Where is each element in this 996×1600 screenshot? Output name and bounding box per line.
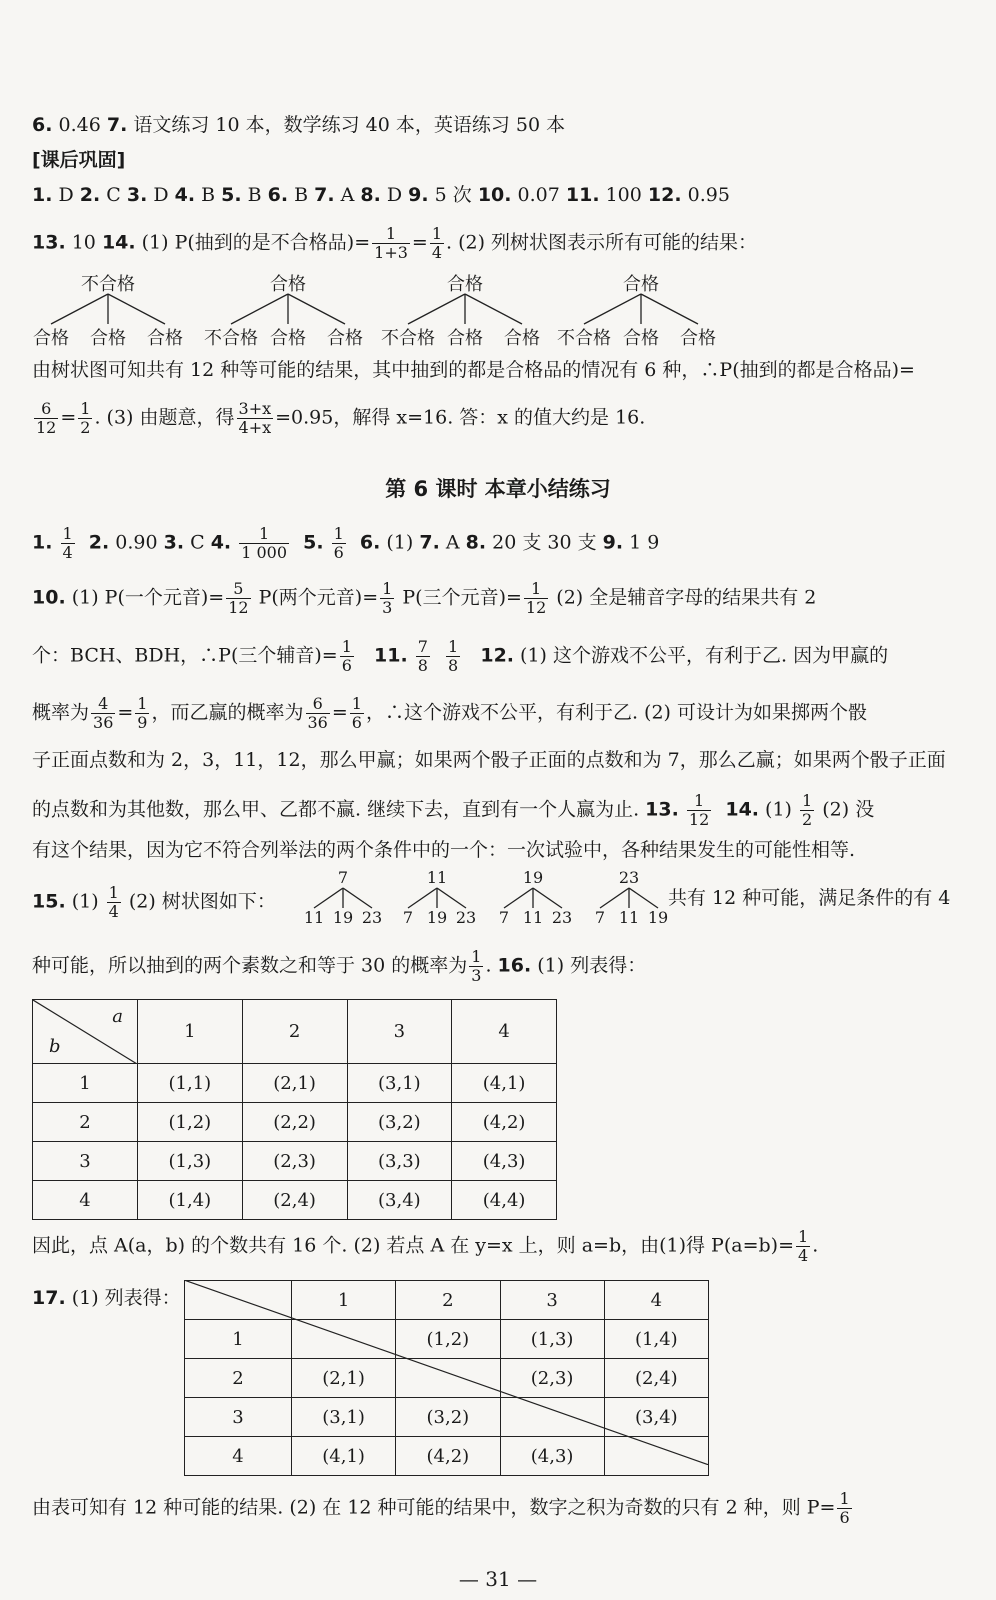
q-num: 11.	[565, 184, 600, 206]
row-label: 3	[185, 1398, 292, 1437]
table-cell: (1,4)	[138, 1181, 243, 1220]
q-num: 12.	[480, 644, 515, 667]
tree-leaf-node: 合格	[327, 328, 363, 349]
answer-text: C	[100, 184, 127, 206]
fraction	[687, 792, 711, 829]
table-ab-pairs	[32, 999, 557, 1220]
denominator: 8	[448, 656, 459, 675]
q-num: 14.	[101, 231, 136, 254]
q-num: 3.	[163, 531, 185, 554]
header-cell: 3	[347, 1000, 452, 1064]
header-cell: 2	[396, 1281, 500, 1320]
denominator: 4+x	[238, 418, 272, 437]
numerator: 1	[839, 1489, 850, 1508]
tree-leaf-node: 合格	[623, 328, 659, 349]
q-num: 5.	[303, 531, 324, 554]
numerator: 1	[798, 1227, 809, 1246]
q-num: 16.	[497, 954, 532, 977]
q-num: 10.	[477, 184, 512, 206]
fraction	[837, 1490, 851, 1527]
tree-branch	[465, 294, 522, 324]
answer-line-13-14	[32, 225, 976, 262]
denominator: 4	[62, 543, 73, 562]
answer-text: D	[147, 184, 175, 206]
answer-line-10	[32, 580, 976, 617]
tree-leaf-node: 11	[522, 908, 544, 927]
answer-text: (2) 没	[816, 798, 875, 821]
fraction	[372, 225, 410, 262]
fraction	[91, 695, 115, 732]
tree-root-node: 合格	[270, 274, 306, 295]
q-num: 1.	[32, 184, 53, 206]
answer-text: =	[331, 701, 348, 724]
q-num: 13.	[645, 798, 679, 821]
table-cell: (3,4)	[604, 1398, 708, 1437]
numerator: 1	[341, 637, 352, 656]
page-number: — 31 —	[458, 1567, 538, 1591]
numerator: 4	[91, 695, 115, 714]
header-cell: 2	[242, 1000, 347, 1064]
denominator: 12	[688, 810, 710, 829]
numerator: 1	[62, 524, 73, 543]
answer-text: 因此，点 A(a，b) 的个数共有 16 个. (2) 若点 A 在 y=x 上，则 a=b，由(1)得 P(a=b)=	[32, 1234, 794, 1257]
tree-branch	[533, 888, 562, 908]
table-cell: (4,1)	[452, 1064, 557, 1103]
answer-text: (1) 列表得：	[531, 954, 647, 977]
tree-leaf-node: 不合格	[204, 328, 258, 349]
table-cell: (1,3)	[138, 1142, 243, 1181]
answer-text: B	[241, 184, 268, 206]
header-cell: 4	[452, 1000, 557, 1064]
tree-leaf-node: 11	[618, 908, 640, 927]
answer-text: (2) 全是辅音字母的结果共有 2	[550, 586, 817, 609]
answer-text: (1) P(一个元音)=	[65, 586, 225, 609]
answer-line-17-cont	[32, 1490, 976, 1527]
table-cell: (2,2)	[242, 1103, 347, 1142]
answer-text: . (2) 列树状图表示所有可能的结果：	[446, 231, 758, 254]
tree-leaf-node: 合格	[447, 328, 483, 349]
tree-branch	[51, 294, 108, 324]
table-cell: (3,1)	[292, 1398, 396, 1437]
tree-branch	[437, 888, 466, 908]
row-label: 1	[33, 1064, 138, 1103]
tree-branch	[408, 888, 437, 908]
answer-text: 100	[599, 184, 648, 206]
tree-leaf-node: 19	[647, 908, 669, 927]
header-cell: 1	[292, 1281, 396, 1320]
row-label: 1	[185, 1320, 292, 1359]
q-num: 2.	[88, 531, 110, 554]
q-num: 7.	[106, 114, 128, 136]
answer-text: (1)	[380, 531, 420, 554]
answer-text: =	[60, 406, 77, 429]
tree-branch	[314, 888, 343, 908]
answer-text: 0.90	[109, 531, 164, 554]
numerator: 1	[108, 883, 119, 902]
denominator: 2	[80, 418, 91, 437]
table2-diagonal	[184, 1280, 709, 1465]
numerator: 1	[524, 580, 548, 599]
numerator: 5	[226, 580, 250, 599]
table-cell: (1,1)	[138, 1064, 243, 1103]
denominator: 3	[382, 598, 393, 617]
answer-text: 0.07	[511, 184, 566, 206]
numerator: 6	[306, 695, 330, 714]
tree-root-node: 11	[426, 868, 448, 887]
numerator: 1	[448, 637, 459, 656]
denominator: 2	[802, 810, 813, 829]
table-cell: (3,2)	[347, 1103, 452, 1142]
row-label: 2	[185, 1359, 292, 1398]
tree-leaf-node: 合格	[680, 328, 716, 349]
table-cell: (2,3)	[242, 1142, 347, 1181]
q-num: 5.	[221, 184, 242, 206]
row-label: 4	[185, 1437, 292, 1476]
tree-conclusion: 由树状图可知共有 12 种等可能的结果，其中抽到的都是合格品的情况有 6 种，∴P(抽到的都是合格品)=	[32, 359, 915, 381]
tree-leaf-node: 合格	[90, 328, 126, 349]
q-num: 8.	[360, 184, 381, 206]
header-cell: 4	[604, 1281, 708, 1320]
answer-text: P(两个元音)=	[252, 586, 379, 609]
numerator: 7	[417, 637, 428, 656]
table-cell: (3,2)	[396, 1398, 500, 1437]
numerator: 1	[431, 224, 443, 243]
denominator: 4	[108, 902, 119, 921]
denominator: 6	[839, 1508, 850, 1527]
table-cell: (4,3)	[500, 1437, 604, 1476]
answer-text: 20 支 30 支	[486, 531, 603, 554]
row-label: 2	[33, 1103, 138, 1142]
answer-text: 5 次	[428, 184, 478, 206]
row-label: 4	[33, 1181, 138, 1220]
fraction	[469, 948, 483, 985]
numerator: 1	[239, 525, 289, 544]
corner-label-b: b	[49, 1036, 61, 1057]
tree-leaf-node: 23	[361, 908, 383, 927]
answer-text: =	[117, 701, 134, 724]
lesson-title: 第 6 课时 本章小结练习	[385, 477, 611, 501]
answer-text: ，∴这个游戏不公平，有利于乙. (2) 可设计为如果掷两个骰	[365, 701, 868, 724]
answer-text: 语文练习 10 本，数学练习 40 本，英语练习 50 本	[127, 114, 566, 136]
denominator: 9	[137, 713, 148, 732]
q-num: 8.	[465, 531, 487, 554]
answer-line-1-9	[32, 525, 976, 562]
denominator: 36	[307, 713, 328, 732]
table-cell: (2,4)	[604, 1359, 708, 1398]
table-cell: (4,2)	[452, 1103, 557, 1142]
table-cell: (1,2)	[396, 1320, 500, 1359]
table-row	[33, 1181, 557, 1220]
tree-branch	[641, 294, 698, 324]
fraction	[380, 580, 394, 617]
numerator: 6	[34, 400, 58, 419]
answer-text: (1)	[759, 798, 799, 821]
q-num: 4.	[174, 184, 196, 206]
q-num: 17.	[32, 1287, 66, 1309]
answer-text: B	[288, 184, 315, 206]
answer-text: A	[439, 531, 466, 554]
table-cell: (3,3)	[347, 1142, 452, 1181]
table-row	[33, 1103, 557, 1142]
answer-line-16-cont	[32, 1228, 976, 1265]
answer-text: (1)	[65, 890, 105, 913]
table-cell: (3,4)	[347, 1181, 452, 1220]
q-num: 6.	[32, 114, 53, 136]
answer-text: C	[184, 531, 211, 554]
table-cell: (3,1)	[347, 1064, 452, 1103]
numerator: 1	[137, 694, 148, 713]
numerator: 1	[372, 225, 410, 244]
numerator: 3+x	[238, 399, 272, 418]
numerator: 1	[687, 792, 711, 811]
header-cell: 1	[138, 1000, 243, 1064]
tree-leaf-node: 不合格	[557, 328, 611, 349]
tree-branch	[408, 294, 465, 324]
answer-line-14-cont: 有这个结果，因为它不符合列举法的两个条件中的一个：一次试验中，各种结果发生的可能性相等.	[32, 839, 856, 861]
answer-text: A	[334, 184, 361, 206]
numerator: 1	[382, 579, 393, 598]
q-num: 3.	[126, 184, 148, 206]
tree-leaf-node: 23	[551, 908, 573, 927]
answer-line-13-14b	[32, 792, 976, 829]
tree-leaf-node: 7	[402, 908, 414, 927]
denominator: 12	[525, 598, 547, 617]
denominator: 8	[417, 656, 428, 675]
numerator: 1	[80, 399, 91, 418]
fraction	[78, 400, 92, 437]
fraction	[34, 400, 58, 437]
answer-text: 个：BCH、BDH，∴P(三个辅音)=	[32, 644, 338, 667]
answer-line-12-cont2: 子正面点数和为 2，3，11，12，那么甲赢；如果两个骰子正面的点数和为 7，那么乙赢；如果两个骰子正面	[32, 749, 946, 771]
table-cell: (4,4)	[452, 1181, 557, 1220]
table-row	[33, 1142, 557, 1181]
tree-leaf-node: 23	[455, 908, 477, 927]
q-num: 6.	[267, 184, 289, 206]
answer-text: 0.95	[681, 184, 730, 206]
fraction	[524, 580, 548, 617]
numerator: 1	[351, 694, 362, 713]
answer-text: (2) 树状图如下：	[122, 890, 276, 913]
table-cell: (1,3)	[500, 1320, 604, 1359]
answer-text-15b: 共有 12 种可能，满足条件的有 4	[668, 887, 951, 909]
fraction	[239, 525, 289, 562]
answer-text: 的点数和为其他数，那么甲、乙都不赢. 继续下去，直到有一个人赢为止.	[32, 798, 646, 821]
q-num: 6.	[359, 531, 381, 554]
tree-diagram-quality	[0, 262, 996, 357]
tree-leaf-node: 7	[594, 908, 606, 927]
denominator: 12	[36, 418, 57, 437]
denominator: 3	[471, 966, 482, 985]
tree-root-node: 合格	[623, 274, 659, 295]
fraction	[416, 638, 430, 675]
section-header: [课后巩固]	[32, 149, 126, 171]
tree-leaf-node: 合格	[33, 328, 69, 349]
tree-branch	[343, 888, 372, 908]
numerator: 1	[333, 524, 344, 543]
fraction	[306, 695, 330, 732]
q-num: 14.	[725, 798, 760, 821]
answer-text: (1) 这个游戏不公平，有利于乙. 因为甲赢的	[514, 644, 889, 667]
answer-text: .	[812, 1234, 819, 1257]
answer-text: 概率为	[32, 701, 90, 724]
answer-text: ，而乙赢的概率为	[151, 701, 304, 724]
q-num: 13.	[32, 231, 66, 254]
answer-text: . (3) 由题意，得	[94, 406, 235, 429]
table-cell: (2,3)	[500, 1359, 604, 1398]
fraction	[61, 525, 75, 562]
q-num: 1.	[32, 531, 53, 554]
corner-label-a: a	[112, 1006, 123, 1027]
answer-text: D	[380, 184, 409, 206]
denominator: 4	[431, 243, 443, 262]
denominator: 1+3	[374, 243, 408, 262]
fraction	[446, 638, 460, 675]
tree-leaf-node: 合格	[147, 328, 183, 349]
answer-text: 10	[65, 231, 102, 254]
numerator: 1	[471, 947, 482, 966]
q-num: 11.	[374, 644, 408, 667]
fraction	[237, 400, 274, 437]
answer-text: (1) 列表得：	[65, 1287, 181, 1309]
tree-branch	[584, 294, 641, 324]
q-num: 10.	[32, 586, 66, 609]
header-cell: 3	[500, 1281, 604, 1320]
table-cell: (4,2)	[396, 1437, 500, 1476]
tree-leaf-node: 不合格	[381, 328, 435, 349]
fraction	[796, 1228, 810, 1265]
tree-root-node: 19	[522, 868, 544, 887]
answer-line-12-cont	[32, 695, 976, 732]
table-cell: (4,3)	[452, 1142, 557, 1181]
answer-text: 由表可知有 12 种可能的结果. (2) 在 12 种可能的结果中，数字之积为奇数的只有 2 种，则 P=	[32, 1496, 836, 1519]
denominator: 4	[798, 1246, 809, 1265]
tree-branch	[629, 888, 658, 908]
fraction	[226, 580, 250, 617]
tree-leaf-node: 19	[332, 908, 354, 927]
q-num: 9.	[408, 184, 429, 206]
denominator: 6	[351, 713, 362, 732]
tree-leaf-node: 合格	[504, 328, 540, 349]
answer-text: 1 9	[623, 531, 660, 554]
table-cell: (2,4)	[242, 1181, 347, 1220]
denominator: 1 000	[241, 543, 288, 562]
q-num: 2.	[79, 184, 101, 206]
q-num: 12.	[647, 184, 682, 206]
answer-text: B	[195, 184, 222, 206]
tree-leaf-node: 合格	[270, 328, 306, 349]
fraction	[135, 695, 149, 732]
fraction	[340, 638, 354, 675]
answer-line-1-12	[32, 181, 976, 209]
table-cell: (2,1)	[292, 1359, 396, 1398]
answer-line-16	[32, 948, 976, 985]
tree-branch	[288, 294, 345, 324]
denominator: 36	[93, 713, 114, 732]
tree-leaf-node: 19	[426, 908, 448, 927]
fraction	[332, 525, 346, 562]
table-cell: (1,2)	[138, 1103, 243, 1142]
answer-text: .	[485, 954, 498, 977]
table-cell: (2,1)	[242, 1064, 347, 1103]
numerator: 1	[802, 791, 813, 810]
row-label: 3	[33, 1142, 138, 1181]
answer-text: D	[52, 184, 80, 206]
answer-text: P(三个元音)=	[396, 586, 522, 609]
q-num: 9.	[602, 531, 624, 554]
q-num: 7.	[314, 184, 335, 206]
tree-root-node: 合格	[447, 274, 483, 295]
tree-leaf-node: 11	[303, 908, 325, 927]
table-cell: (1,4)	[604, 1320, 708, 1359]
answer-text: =0.95，解得 x=16. 答：x 的值大约是 16.	[275, 406, 646, 429]
tree-branch	[108, 294, 165, 324]
tree-root-node: 23	[618, 868, 640, 887]
q-num: 4.	[210, 531, 232, 554]
table-corner-cell	[33, 1000, 138, 1064]
denominator: 6	[333, 543, 344, 562]
tree-root-node: 不合格	[81, 274, 135, 295]
answer-text: =	[411, 231, 428, 254]
answer-text: 种可能，所以抽到的两个素数之和等于 30 的概率为	[32, 954, 468, 977]
tree-branch	[504, 888, 533, 908]
tree-branch	[600, 888, 629, 908]
q-num: 15.	[32, 890, 66, 913]
denominator: 6	[341, 656, 352, 675]
answer-text: 0.46	[52, 114, 107, 136]
fraction	[350, 695, 364, 732]
fraction	[800, 792, 814, 829]
answer-line-6-7	[32, 111, 976, 139]
fraction	[430, 225, 444, 262]
answer-text: (1) P(抽到的是不合格品)=	[135, 231, 371, 254]
q-num: 7.	[419, 531, 440, 554]
answer-line-14-3	[32, 400, 976, 437]
answer-line-11-12	[32, 638, 976, 675]
tree-branch	[231, 294, 288, 324]
tree-leaf-node: 7	[498, 908, 510, 927]
table-cell: (4,1)	[292, 1437, 396, 1476]
table-row	[33, 1064, 557, 1103]
tree-root-node: 7	[337, 868, 349, 887]
denominator: 12	[228, 598, 249, 617]
